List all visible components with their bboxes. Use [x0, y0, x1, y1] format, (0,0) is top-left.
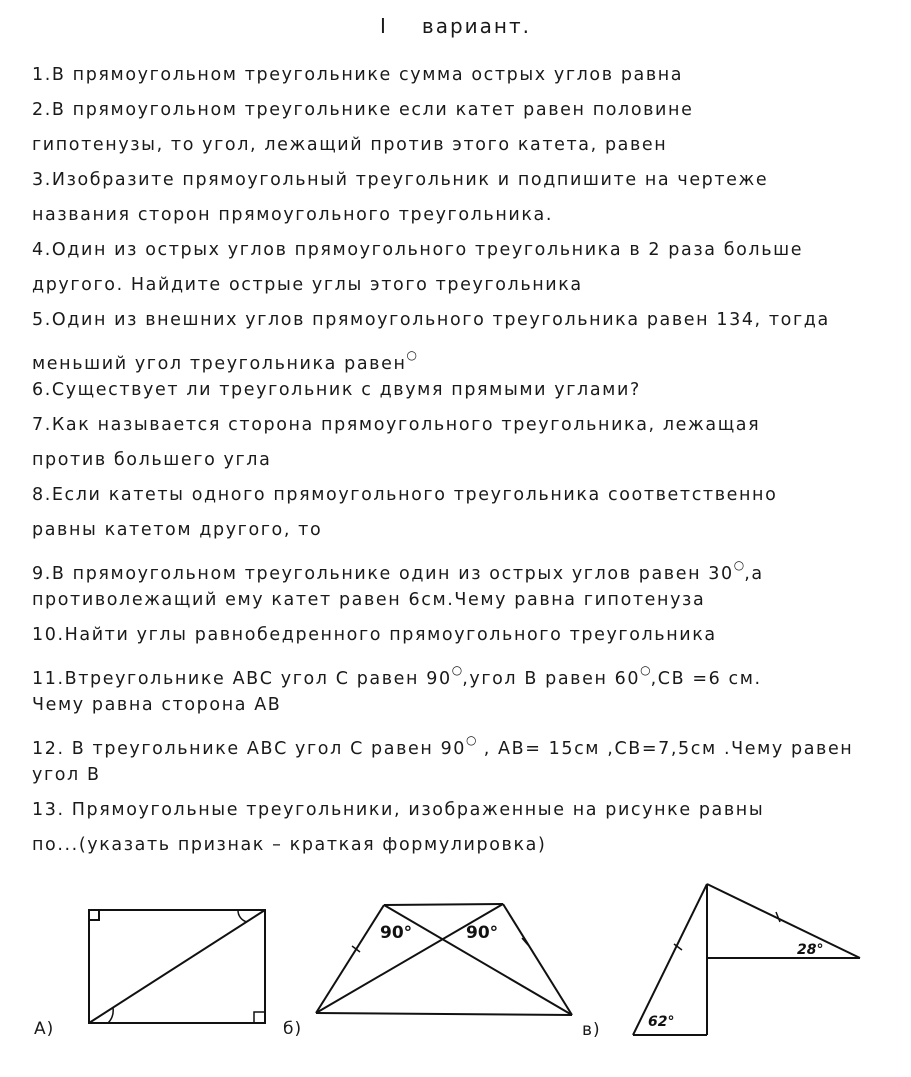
task-line [32, 793, 892, 828]
task-line [32, 268, 892, 303]
task-line-text: 6.Существует ли треугольник с двумя прямыми углами? [32, 380, 641, 400]
task-line [32, 128, 892, 163]
figure-b-base [316, 1013, 572, 1015]
figure-b-cross-1 [384, 905, 572, 1015]
task-line-text-continued: ,угол В равен 60 [462, 669, 641, 689]
task-line [32, 548, 892, 583]
figure-b-label: б) [283, 1019, 303, 1039]
task-line [32, 198, 892, 233]
task-line-text: 7.Как называется сторона прямоугольного треугольника, лежащая [32, 415, 761, 435]
figure-a-outline [89, 910, 265, 1023]
task-list [32, 58, 892, 863]
task-line [32, 233, 892, 268]
task-line [32, 338, 892, 373]
task-line [32, 688, 892, 723]
task-line-text: названия сторон прямоугольного треугольника. [32, 205, 554, 225]
figure-a-right-angle-br [254, 1012, 265, 1023]
task-line-text: 8.Если катеты одного прямоугольного треугольника соответственно [32, 485, 778, 505]
figure-b-left-side [316, 905, 384, 1013]
figure-a-angle-arc-top [238, 910, 247, 922]
variant-label: вариант. [421, 14, 531, 38]
figure-b-angle-right: 90° [466, 923, 499, 943]
task-line-text: гипотенузы, то угол, лежащий против этого катета, равен [32, 135, 668, 155]
figure-c-angle-bottom: 62° [648, 1014, 675, 1030]
task-line-text-continued: ,СВ =6 см. [650, 669, 762, 689]
task-line [32, 653, 892, 688]
task-line [32, 723, 892, 758]
figure-b-angle-left: 90° [380, 923, 413, 943]
task-line [32, 163, 892, 198]
figure-c-hypotenuse-right [707, 884, 860, 958]
figure-b-cross-2 [316, 904, 503, 1013]
task-line [32, 758, 892, 793]
task-line-text: по...(указать признак – краткая формулировка) [32, 835, 547, 855]
degree-symbol: ○ [451, 663, 463, 677]
task-line-text-continued: , АВ= 15см ,СВ=7,5см .Чему равен [476, 739, 854, 759]
degree-symbol: ○ [640, 663, 651, 677]
task-line-text: 11.Втреугольнике АВС угол С равен 90 [32, 669, 452, 689]
figure-b-tick-left [352, 946, 360, 952]
task-line-text: 5.Один из внешних углов прямоугольного треугольника равен 134, тогда [32, 310, 830, 330]
task-line [32, 443, 892, 478]
task-line-text: против большего угла [32, 450, 272, 470]
figure-b-right-side [503, 904, 572, 1015]
figure-a-angle-arc-bottom [108, 1008, 113, 1023]
task-line [32, 408, 892, 443]
task-line [32, 618, 892, 653]
figure-a-diagonal [89, 910, 265, 1023]
task-line-text: 9.В прямоугольном треугольнике один из острых углов равен 30 [32, 564, 734, 584]
task-line [32, 513, 892, 548]
task-line [32, 583, 892, 618]
task-line-text-continued: ,а [744, 564, 764, 584]
task-line-text: 2.В прямоугольном треугольнике если катет равен половине [32, 100, 694, 120]
degree-symbol: ○ [406, 348, 417, 362]
task-line-text: 1.В прямоугольном треугольнике сумма острых углов равна [32, 65, 684, 85]
task-line-text: угол В [32, 765, 101, 785]
degree-symbol: ○ [466, 733, 477, 747]
figure-a-label: А) [34, 1019, 55, 1039]
figure-a-right-angle-tl [89, 910, 99, 920]
task-line [32, 93, 892, 128]
task-line-text: 3.Изобразите прямоугольный треугольник и подпишите на чертеже [32, 170, 769, 190]
task-line-text: 4.Один из острых углов прямоугольного треугольника в 2 раза больше [32, 240, 804, 260]
variant-number: I [380, 14, 388, 38]
task-line-text: 13. Прямоугольные треугольники, изображенные на рисунке равны [32, 800, 765, 820]
figure-c-label: в) [582, 1020, 601, 1040]
task-line [32, 58, 892, 93]
task-line [32, 828, 892, 863]
task-line [32, 478, 892, 513]
figure-c-tick-left [674, 944, 682, 950]
task-line-text: равны катетом другого, то [32, 520, 323, 540]
figure-c-tick-right [776, 912, 780, 922]
task-line [32, 373, 892, 408]
figure-b-tick-right [522, 938, 528, 945]
task-line [32, 303, 892, 338]
task-line-text: 10.Найти углы равнобедренного прямоугольного треугольника [32, 625, 717, 645]
figure-c-hypotenuse-left [633, 884, 707, 1035]
degree-symbol: ○ [733, 558, 745, 572]
task-line-text: другого. Найдите острые углы этого треугольника [32, 275, 583, 295]
figure-b-top [384, 904, 503, 905]
task-line-text: 12. В треугольнике АВС угол С равен 90 [32, 739, 467, 759]
figure-c-angle-top: 28° [797, 942, 824, 958]
task-line-text: Чему равна сторона АВ [32, 695, 282, 715]
task-line-text: противолежащий ему катет равен 6см.Чему равна гипотенуза [32, 590, 706, 610]
task-line-text: меньший угол треугольника равен [32, 354, 407, 374]
variant-title [0, 14, 911, 38]
